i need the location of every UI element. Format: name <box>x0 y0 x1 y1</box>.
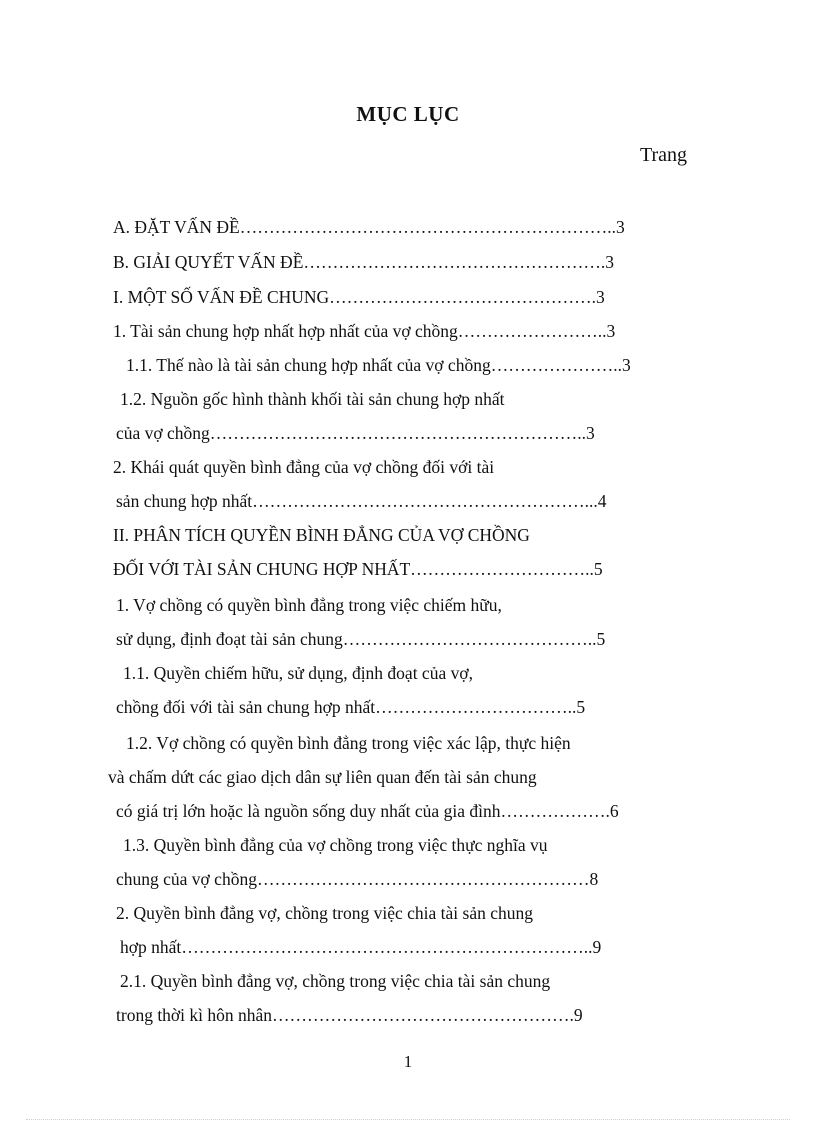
page-number: 1 <box>403 1052 413 1071</box>
page-bottom-divider <box>26 1119 790 1120</box>
toc-entry: 2. Quyền bình đẳng vợ, chồng trong việc chia tài sản chung <box>116 903 534 923</box>
page-column-label: Trang <box>640 144 688 166</box>
toc-entry: B. GIẢI QUYẾT VẤN ĐỀ…………………………………………….3 <box>113 252 615 272</box>
toc-entry: sử dụng, định đoạt tài sản chung……………………………………..5 <box>116 629 606 649</box>
toc-entry: I. MỘT SỐ VẤN ĐỀ CHUNG……………………………………….3 <box>113 287 605 307</box>
toc-entry: A. ĐẶT VẤN ĐỀ………………………………………………………..3 <box>113 217 625 237</box>
toc-entry: 2. Khái quát quyền bình đẳng của vợ chồng đối với tài <box>113 457 495 477</box>
toc-entry: 1.1. Quyền chiếm hữu, sử dụng, định đoạt của vợ, <box>123 663 473 683</box>
toc-entry: có giá trị lớn hoặc là nguồn sống duy nhất của gia đình……………….6 <box>116 801 619 821</box>
document-title: MỤC LỤC <box>356 102 460 126</box>
toc-entry: 2.1. Quyền bình đẳng vợ, chồng trong việc chia tài sản chung <box>120 971 551 991</box>
toc-entry: 1.2. Nguồn gốc hình thành khối tài sản chung hợp nhất <box>120 389 505 409</box>
toc-entry: 1. Vợ chồng có quyền bình đẳng trong việc chiếm hữu, <box>116 595 502 615</box>
toc-entry: chồng đối với tài sản chung hợp nhất……………………………..5 <box>116 697 586 717</box>
toc-entry: sản chung hợp nhất…………………………………………………...4 <box>116 491 607 511</box>
toc-entry: 1. Tài sản chung hợp nhất hợp nhất của vợ chồng……………………..3 <box>113 321 616 341</box>
toc-entry: 1.3. Quyền bình đẳng của vợ chồng trong việc thực nghĩa vụ <box>123 835 548 855</box>
toc-entry: của vợ chồng………………………………………………………..3 <box>116 423 595 443</box>
toc-entry: 1.1. Thế nào là tài sản chung hợp nhất của vợ chồng…………………..3 <box>126 355 631 375</box>
toc-entry: và chấm dứt các giao dịch dân sự liên quan đến tài sản chung <box>108 767 537 787</box>
toc-entry: chung của vợ chồng…………………………………………………8 <box>116 869 599 889</box>
toc-entry: hợp nhất……………………………………………………………..9 <box>120 937 602 957</box>
toc-entry: 1.2. Vợ chồng có quyền bình đẳng trong việc xác lập, thực hiện <box>126 733 571 753</box>
toc-entry: trong thời kì hôn nhân…………………………………………….9 <box>116 1005 583 1025</box>
toc-entry: II. PHÂN TÍCH QUYỀN BÌNH ĐẲNG CỦA VỢ CHỒNG <box>113 525 530 545</box>
toc-entry: ĐỐI VỚI TÀI SẢN CHUNG HỢP NHẤT…………………………..5 <box>113 559 603 579</box>
